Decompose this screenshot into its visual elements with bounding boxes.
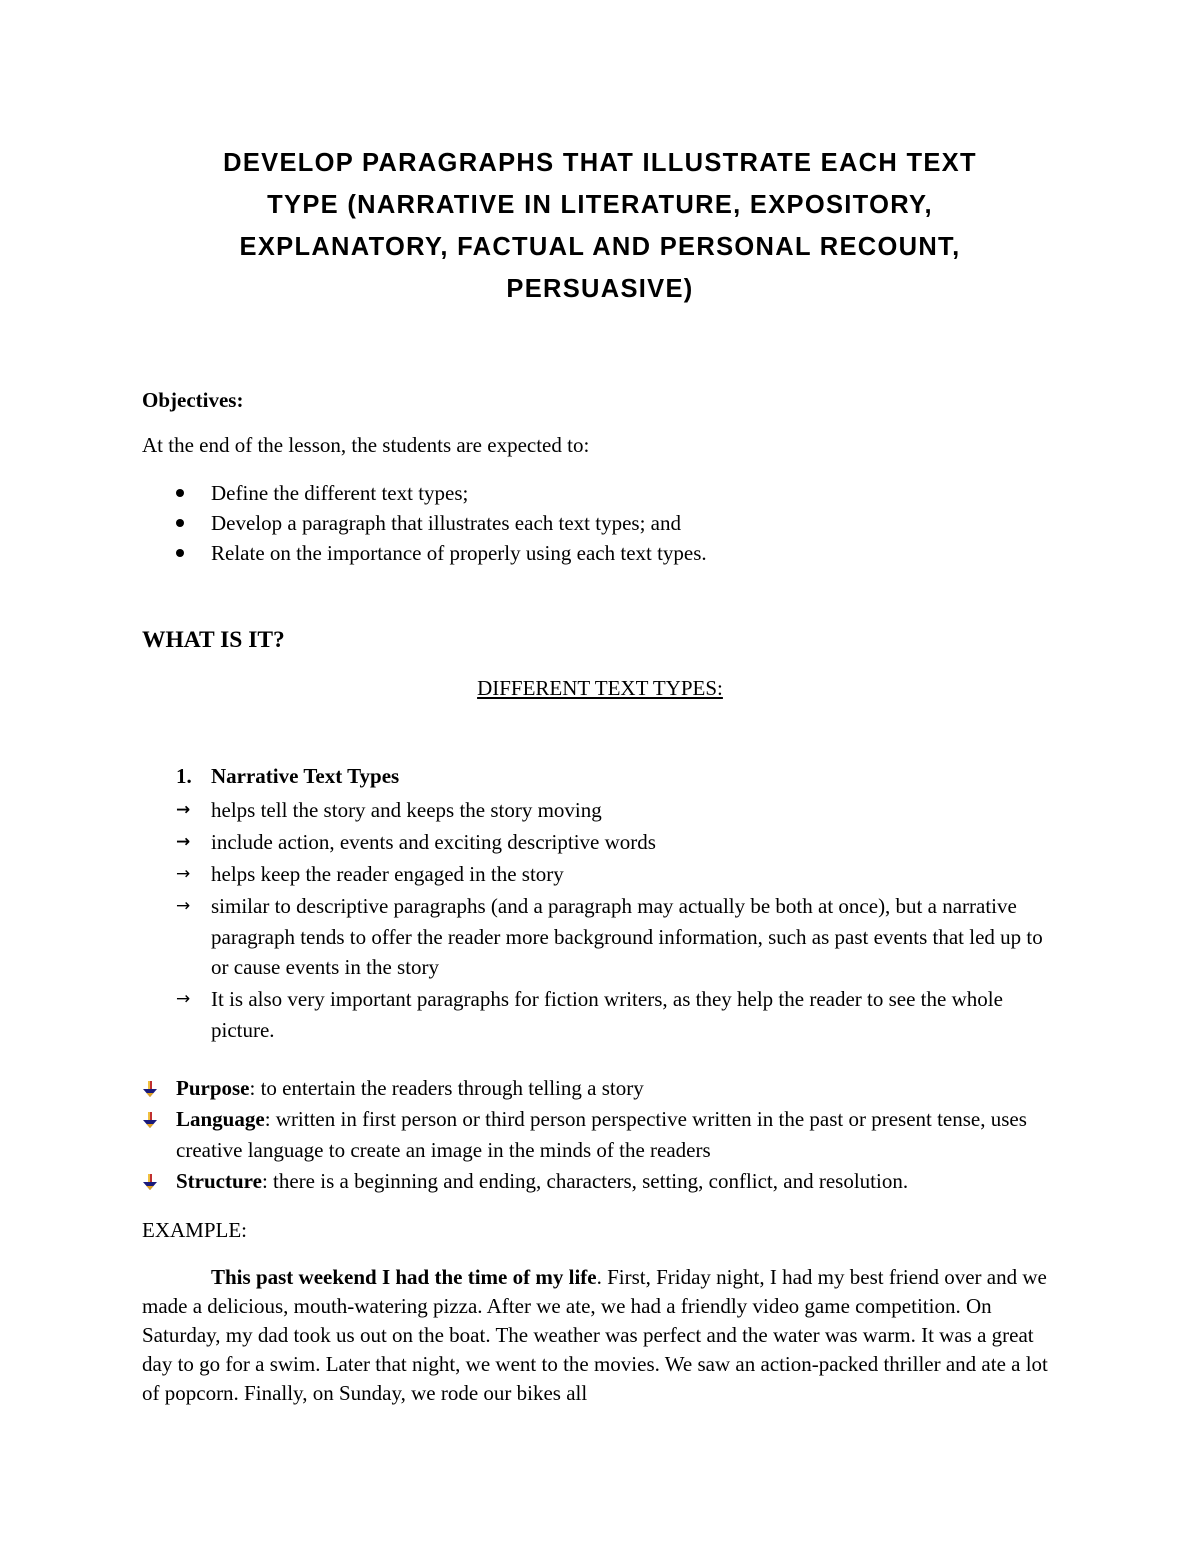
example-topic-sentence: This past weekend I had the time of my life — [211, 1265, 597, 1289]
list-item — [176, 984, 1056, 1045]
point-text: helps tell the story and keeps the story moving — [211, 798, 602, 822]
arrow-right-icon: → — [176, 800, 191, 820]
example-paragraph — [142, 1263, 1062, 1408]
list-item — [176, 827, 1056, 858]
objectives-intro: At the end of the lesson, the students are expected to: — [142, 433, 590, 457]
title-line: PERSUASIVE) — [506, 275, 694, 303]
list-item — [176, 891, 1056, 983]
down-arrow-bullet-icon — [142, 1173, 158, 1191]
arrow-right-icon: → — [176, 864, 191, 884]
section-heading: WHAT IS IT? — [142, 627, 285, 653]
list-item — [142, 1073, 1062, 1104]
section-subheading: DIFFERENT TEXT TYPES: — [477, 676, 723, 700]
point-text: It is also very important paragraphs for fiction writers, as they help the reader to see the whole picture. — [211, 987, 1003, 1042]
list-item — [176, 859, 1056, 890]
list-number: 1. — [176, 764, 192, 788]
example-body: . First, Friday night, I had my best friend over and we made a delicious, mouth-watering pizza. After we ate, we had a friendly video game competition. On Saturday, my dad took us out on the boat. The weather was perfect and the water was warm. It was a great day to go for a swim. Later that night, we went to the movies. We saw an action-packed thriller and ate a lot of popcorn. Finally, on Sunday, we rode our bikes all — [142, 1265, 1048, 1405]
list-item — [142, 1166, 1062, 1197]
down-arrow-bullet-icon — [142, 1111, 158, 1129]
objective-text: Define the different text types; — [211, 481, 469, 505]
point-text: include action, events and exciting descriptive words — [211, 830, 656, 854]
bullet-icon — [176, 519, 184, 527]
narrative-features — [142, 1073, 1062, 1197]
title-line: DEVELOP PARAGRAPHS THAT ILLUSTRATE EACH TEXT — [223, 149, 977, 177]
down-arrow-bullet-icon — [142, 1080, 158, 1098]
bullet-icon — [176, 549, 184, 557]
feature-text: : to entertain the readers through telling a story — [249, 1076, 644, 1100]
arrow-right-icon: → — [176, 832, 191, 852]
objective-text: Develop a paragraph that illustrates each text types; and — [211, 511, 681, 535]
point-text: similar to descriptive paragraphs (and a paragraph may actually be both at once), but a narrative paragraph tends to offer the reader more background information, such as past events that led up to or cause events in the story — [211, 894, 1043, 979]
arrow-right-icon: → — [176, 989, 191, 1009]
list-item — [142, 1104, 1062, 1166]
list-item — [176, 795, 1056, 826]
title-line: TYPE (NARRATIVE IN LITERATURE, EXPOSITORY, — [267, 191, 933, 219]
objectives-label: Objectives: — [142, 388, 244, 412]
feature-text: : there is a beginning and ending, characters, setting, conflict, and resolution. — [261, 1169, 909, 1193]
example-label: EXAMPLE: — [142, 1218, 247, 1242]
narrative-points — [176, 795, 1056, 1047]
narrative-heading — [176, 764, 399, 789]
feature-label: Purpose — [176, 1076, 250, 1100]
bullet-icon — [176, 489, 184, 497]
point-text: helps keep the reader engaged in the story — [211, 862, 564, 886]
document-title — [150, 142, 1050, 310]
arrow-right-icon: → — [176, 896, 191, 916]
feature-label: Structure — [176, 1169, 262, 1193]
narrative-heading-text: Narrative Text Types — [211, 764, 400, 788]
title-line: EXPLANATORY, FACTUAL AND PERSONAL RECOUNT, — [239, 233, 961, 261]
objective-text: Relate on the importance of properly using each text types. — [211, 541, 707, 565]
feature-label: Language — [176, 1107, 265, 1131]
feature-text: : written in first person or third person perspective written in the past or present tense, uses creative language to create an image in the minds of the readers — [176, 1107, 1027, 1162]
